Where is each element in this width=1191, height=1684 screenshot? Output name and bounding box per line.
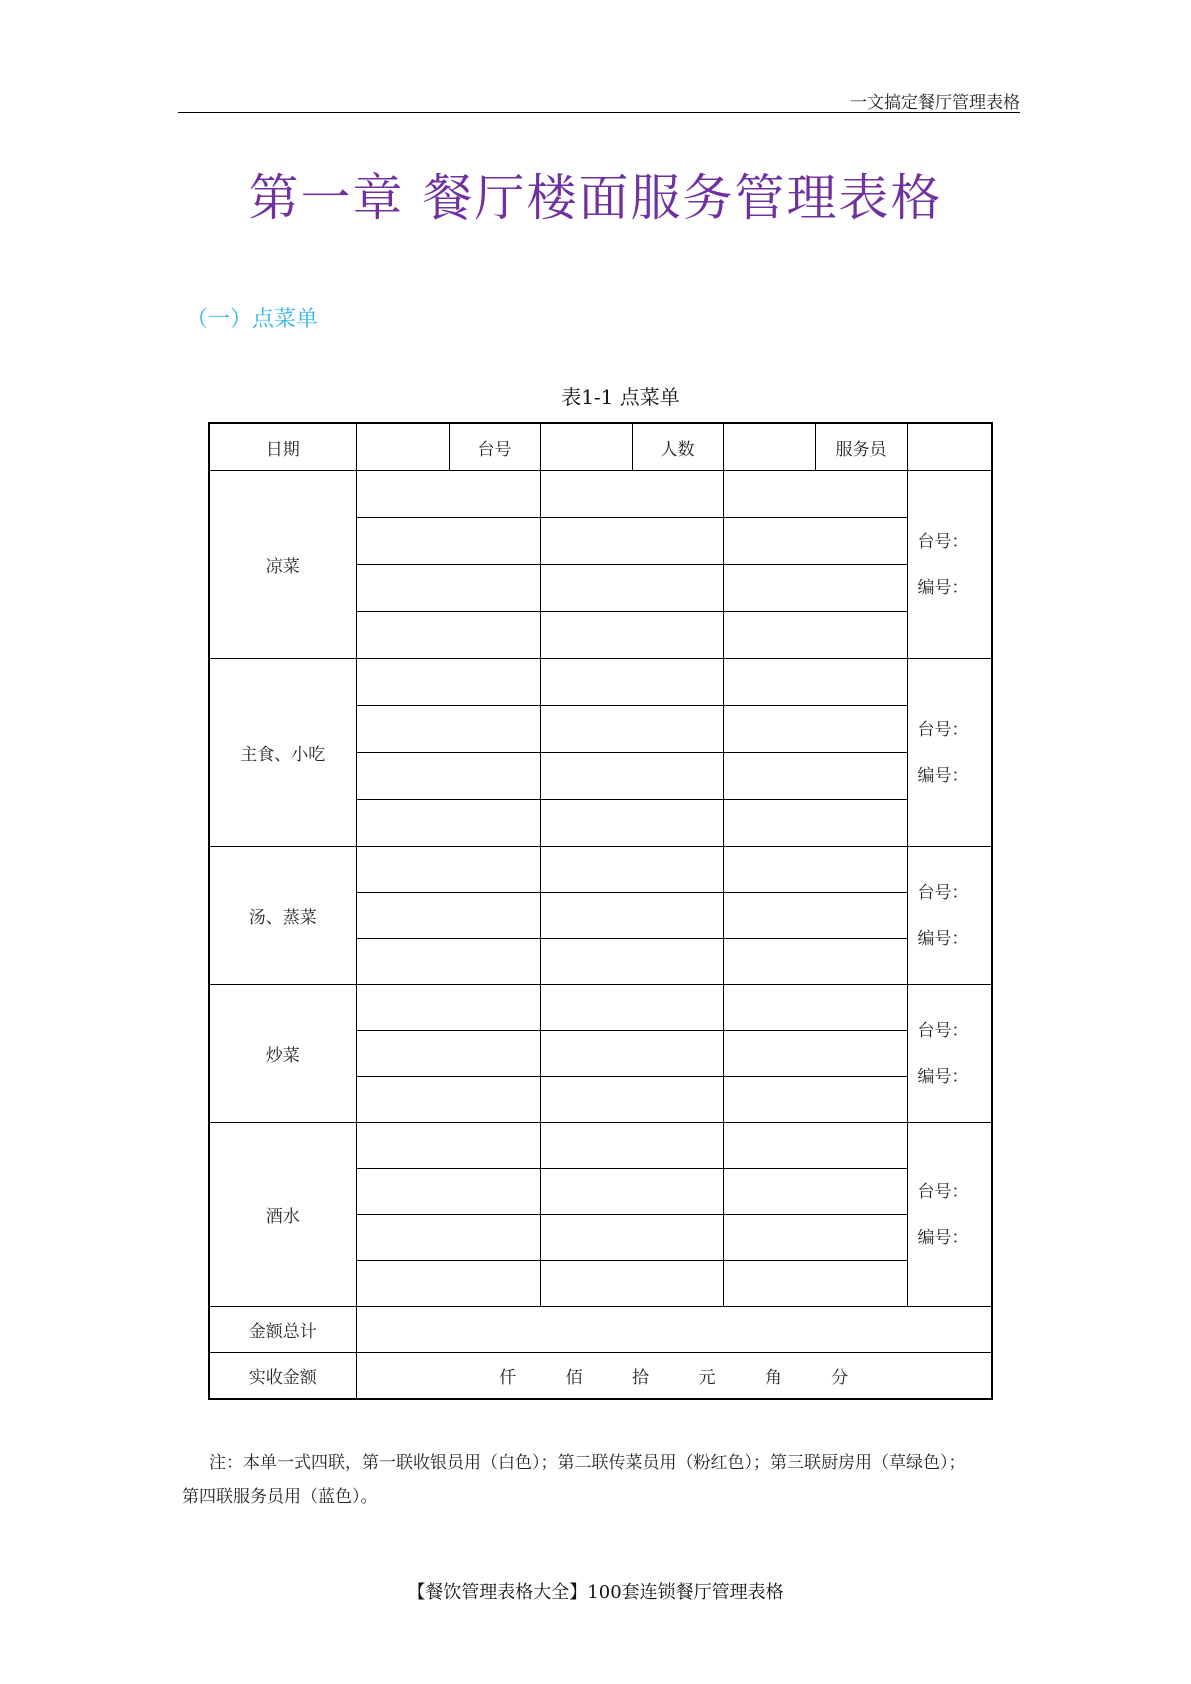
dish-cell[interactable] (540, 612, 723, 659)
note-line-1: 注：本单一式四联，第一联收银员用（白色）；第二联传菜员用（粉红色）；第三联厨房用（草绿色）； (209, 1453, 966, 1473)
total-label: 金额总计 (209, 1307, 356, 1353)
header-rule (178, 112, 1020, 113)
dish-cell[interactable] (540, 893, 723, 939)
category-soup-steamed: 汤、蒸菜 (209, 847, 356, 985)
dish-cell[interactable] (540, 1169, 723, 1215)
dish-cell[interactable] (723, 1215, 907, 1261)
total-field[interactable] (356, 1307, 992, 1353)
dish-cell[interactable] (540, 518, 723, 565)
side-number-label: 编号： (917, 765, 969, 786)
side-number-label: 编号： (917, 1227, 969, 1248)
side-table-label: 台号： (917, 719, 969, 740)
dish-cell[interactable] (540, 471, 723, 518)
dish-cell[interactable] (723, 800, 907, 847)
received-label: 实收金额 (209, 1353, 356, 1400)
dish-cell[interactable] (540, 1123, 723, 1169)
dish-cell[interactable] (356, 706, 540, 753)
dish-cell[interactable] (723, 565, 907, 612)
chapter-title: 第一章 餐厅楼面服务管理表格 (248, 169, 943, 227)
dish-cell[interactable] (356, 471, 540, 518)
dish-cell[interactable] (540, 985, 723, 1031)
unit-hundred: 佰 (565, 1368, 583, 1388)
dish-cell[interactable] (723, 893, 907, 939)
table-no-label: 台号 (449, 423, 540, 471)
dish-cell[interactable] (540, 939, 723, 985)
dish-cell[interactable] (723, 471, 907, 518)
dish-cell[interactable] (540, 659, 723, 706)
dish-cell[interactable] (356, 612, 540, 659)
dish-cell[interactable] (540, 1077, 723, 1123)
unit-jiao: 角 (764, 1368, 782, 1388)
dish-cell[interactable] (540, 847, 723, 893)
dish-cell[interactable] (356, 1215, 540, 1261)
dish-cell[interactable] (356, 1077, 540, 1123)
dish-cell[interactable] (356, 800, 540, 847)
dish-cell[interactable] (723, 1123, 907, 1169)
side-number-label: 编号： (917, 1066, 969, 1087)
category-staple-snacks: 主食、小吃 (209, 659, 356, 847)
waiter-label: 服务员 (815, 423, 907, 471)
side-info (907, 847, 992, 985)
date-label: 日期 (209, 423, 356, 471)
category-stir-fried: 炒菜 (209, 985, 356, 1123)
running-header: 一文搞定餐厅管理表格 (850, 93, 1020, 113)
dish-cell[interactable] (540, 800, 723, 847)
table-no-field[interactable] (540, 423, 632, 471)
dish-cell[interactable] (540, 1215, 723, 1261)
dish-cell[interactable] (540, 1261, 723, 1307)
order-form-table (208, 422, 993, 1400)
dish-cell[interactable] (356, 985, 540, 1031)
dish-cell[interactable] (723, 1261, 907, 1307)
dish-cell[interactable] (356, 1123, 540, 1169)
dish-cell[interactable] (356, 1169, 540, 1215)
dish-cell[interactable] (723, 659, 907, 706)
side-info (907, 1123, 992, 1307)
dish-cell[interactable] (723, 985, 907, 1031)
dish-cell[interactable] (540, 565, 723, 612)
waiter-field[interactable] (907, 423, 992, 471)
unit-ten: 拾 (632, 1368, 650, 1388)
side-table-label: 台号： (917, 1020, 969, 1041)
note-line-2: 第四联服务员用（蓝色）。 (182, 1487, 378, 1507)
side-table-label: 台号： (917, 531, 969, 552)
side-table-label: 台号： (917, 882, 969, 903)
dish-cell[interactable] (723, 1031, 907, 1077)
dish-cell[interactable] (356, 518, 540, 565)
dish-cell[interactable] (540, 706, 723, 753)
dish-cell[interactable] (356, 565, 540, 612)
side-number-label: 编号： (917, 928, 969, 949)
unit-thousand: 仟 (499, 1368, 517, 1388)
side-info (907, 659, 992, 847)
dish-cell[interactable] (723, 518, 907, 565)
dish-cell[interactable] (540, 1031, 723, 1077)
form-note (182, 1446, 1020, 1514)
dish-cell[interactable] (356, 753, 540, 800)
dish-cell[interactable] (723, 612, 907, 659)
dish-cell[interactable] (723, 706, 907, 753)
unit-yuan: 元 (698, 1368, 716, 1388)
date-field[interactable] (356, 423, 449, 471)
side-number-label: 编号： (917, 577, 969, 598)
side-info (907, 985, 992, 1123)
dish-cell[interactable] (356, 939, 540, 985)
category-cold-dishes: 凉菜 (209, 471, 356, 659)
side-table-label: 台号： (917, 1181, 969, 1202)
dish-cell[interactable] (723, 1169, 907, 1215)
dish-cell[interactable] (356, 847, 540, 893)
side-info (907, 471, 992, 659)
guests-field[interactable] (723, 423, 815, 471)
unit-fen: 分 (831, 1368, 849, 1388)
dish-cell[interactable] (723, 847, 907, 893)
dish-cell[interactable] (540, 753, 723, 800)
category-drinks: 酒水 (209, 1123, 356, 1307)
dish-cell[interactable] (723, 753, 907, 800)
dish-cell[interactable] (356, 893, 540, 939)
section-heading: （一）点菜单 (186, 307, 319, 332)
dish-cell[interactable] (723, 939, 907, 985)
received-amount-field[interactable] (356, 1353, 992, 1400)
guests-label: 人数 (632, 423, 723, 471)
dish-cell[interactable] (356, 659, 540, 706)
dish-cell[interactable] (723, 1077, 907, 1123)
table-caption: 表1-1 点菜单 (561, 385, 680, 409)
dish-cell[interactable] (356, 1261, 540, 1307)
dish-cell[interactable] (356, 1031, 540, 1077)
page-footer: 【餐饮管理表格大全】100套连锁餐厅管理表格 (407, 1582, 784, 1603)
